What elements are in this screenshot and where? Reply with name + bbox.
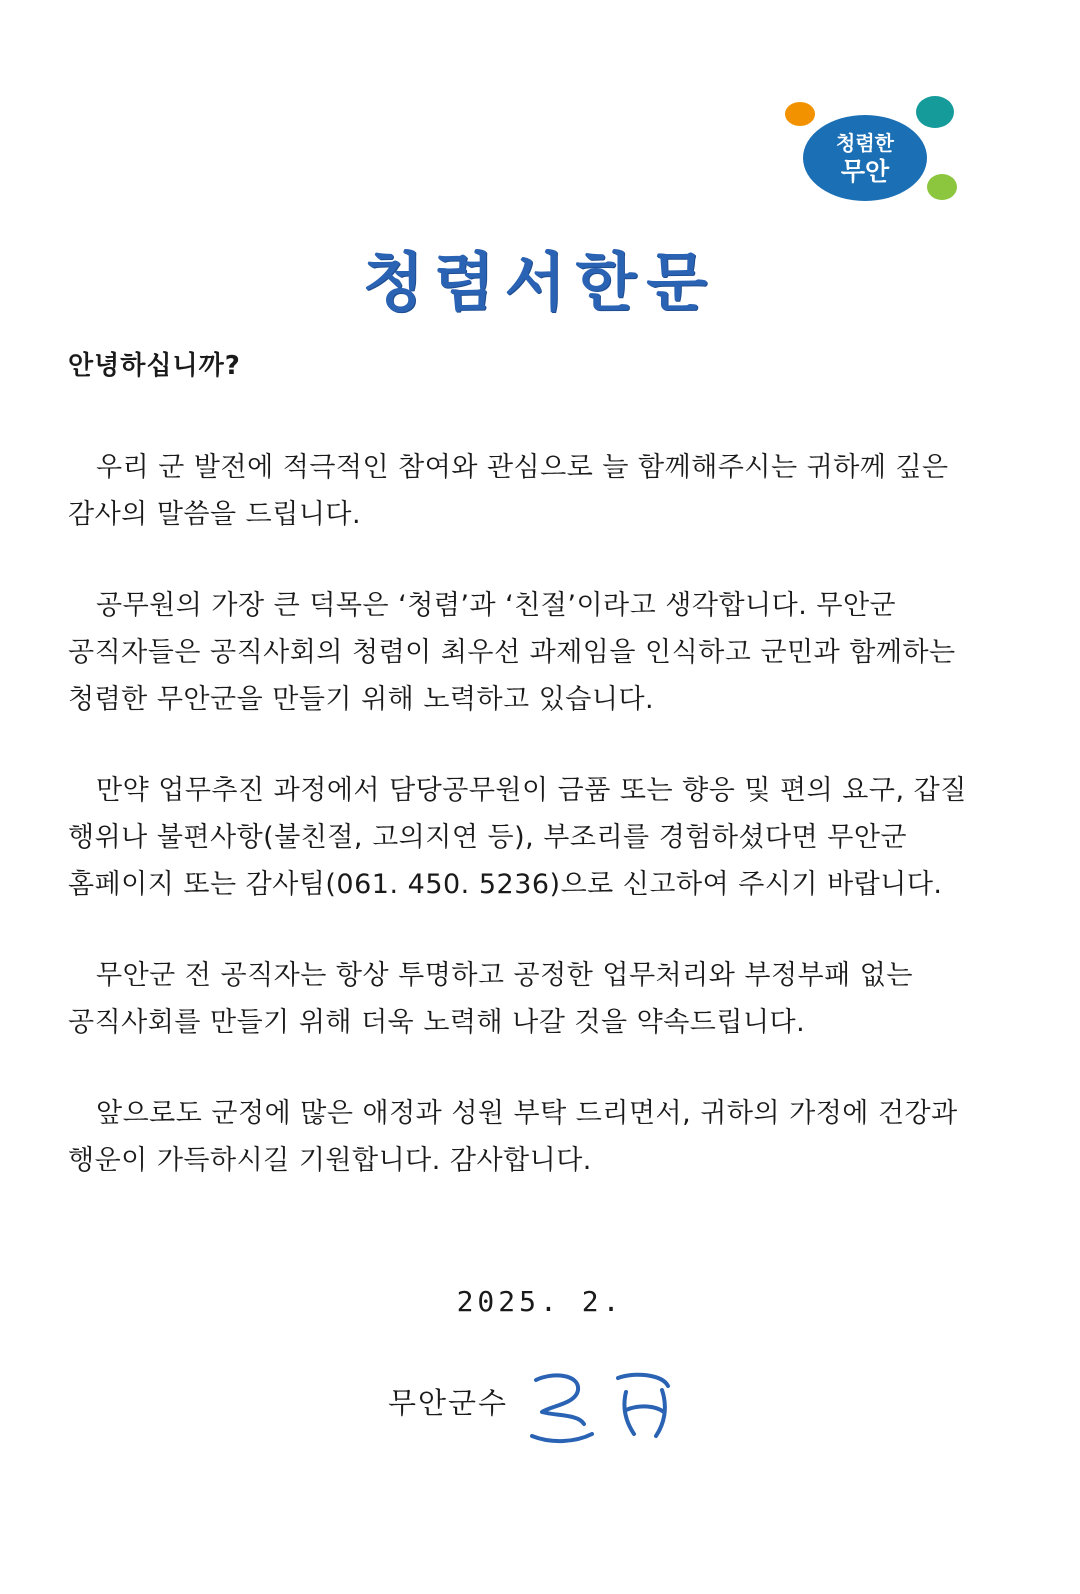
greeting-text: 안녕하십니까? [68, 351, 241, 381]
paragraph-1: 우리 군 발전에 적극적인 참여와 관심으로 늘 함께해주시는 귀하께 깊은 감사의 말씀을 드립니다. [68, 452, 949, 530]
svg-text:청렴한: 청렴한 [836, 131, 894, 155]
page-title: 청렴서한문 [362, 246, 718, 319]
paragraph-4: 무안군 전 공직자는 항상 투명하고 공정한 업무처리와 부정부패 없는 공직사회를 만들기 위해 더욱 노력해 나갈 것을 약속드립니다. [68, 960, 913, 1038]
paragraph-2: 공무원의 가장 큰 덕목은 ‘청렴’과 ‘친절’이라고 생각합니다. 무안군 공직자들은 공직사회의 청렴이 최우선 과제임을 인식하고 군민과 함께하는 청렴한 무안군을 만들기 위해 노력하고 있습니다. [68, 590, 956, 715]
paragraph-5: 앞으로도 군정에 많은 애정과 성원 부탁 드리면서, 귀하의 가정에 건강과 행운이 가득하시길 기원합니다. 감사합니다. [68, 1098, 958, 1176]
muan-cheongnyeom-logo [780, 92, 970, 237]
signature-block [0, 1358, 1080, 1444]
date-line: 2025. 2. [456, 1285, 624, 1318]
letter-body [68, 345, 1012, 1184]
paragraph-3: 만약 업무추진 과정에서 담당공무원이 금품 또는 향응 및 편의 요구, 갑질 행위나 불편사항(불친절, 고의지연 등), 부조리를 경험하셨다면 무안군 홈페이지 또는 감사팀(061. 450. 5236)으로 신고하여 주시기 바랍니다. [68, 775, 967, 900]
svg-text:무안: 무안 [840, 157, 890, 186]
handwritten-signature-icon [522, 1364, 692, 1450]
signer-title: 무안군수 [387, 1385, 509, 1420]
